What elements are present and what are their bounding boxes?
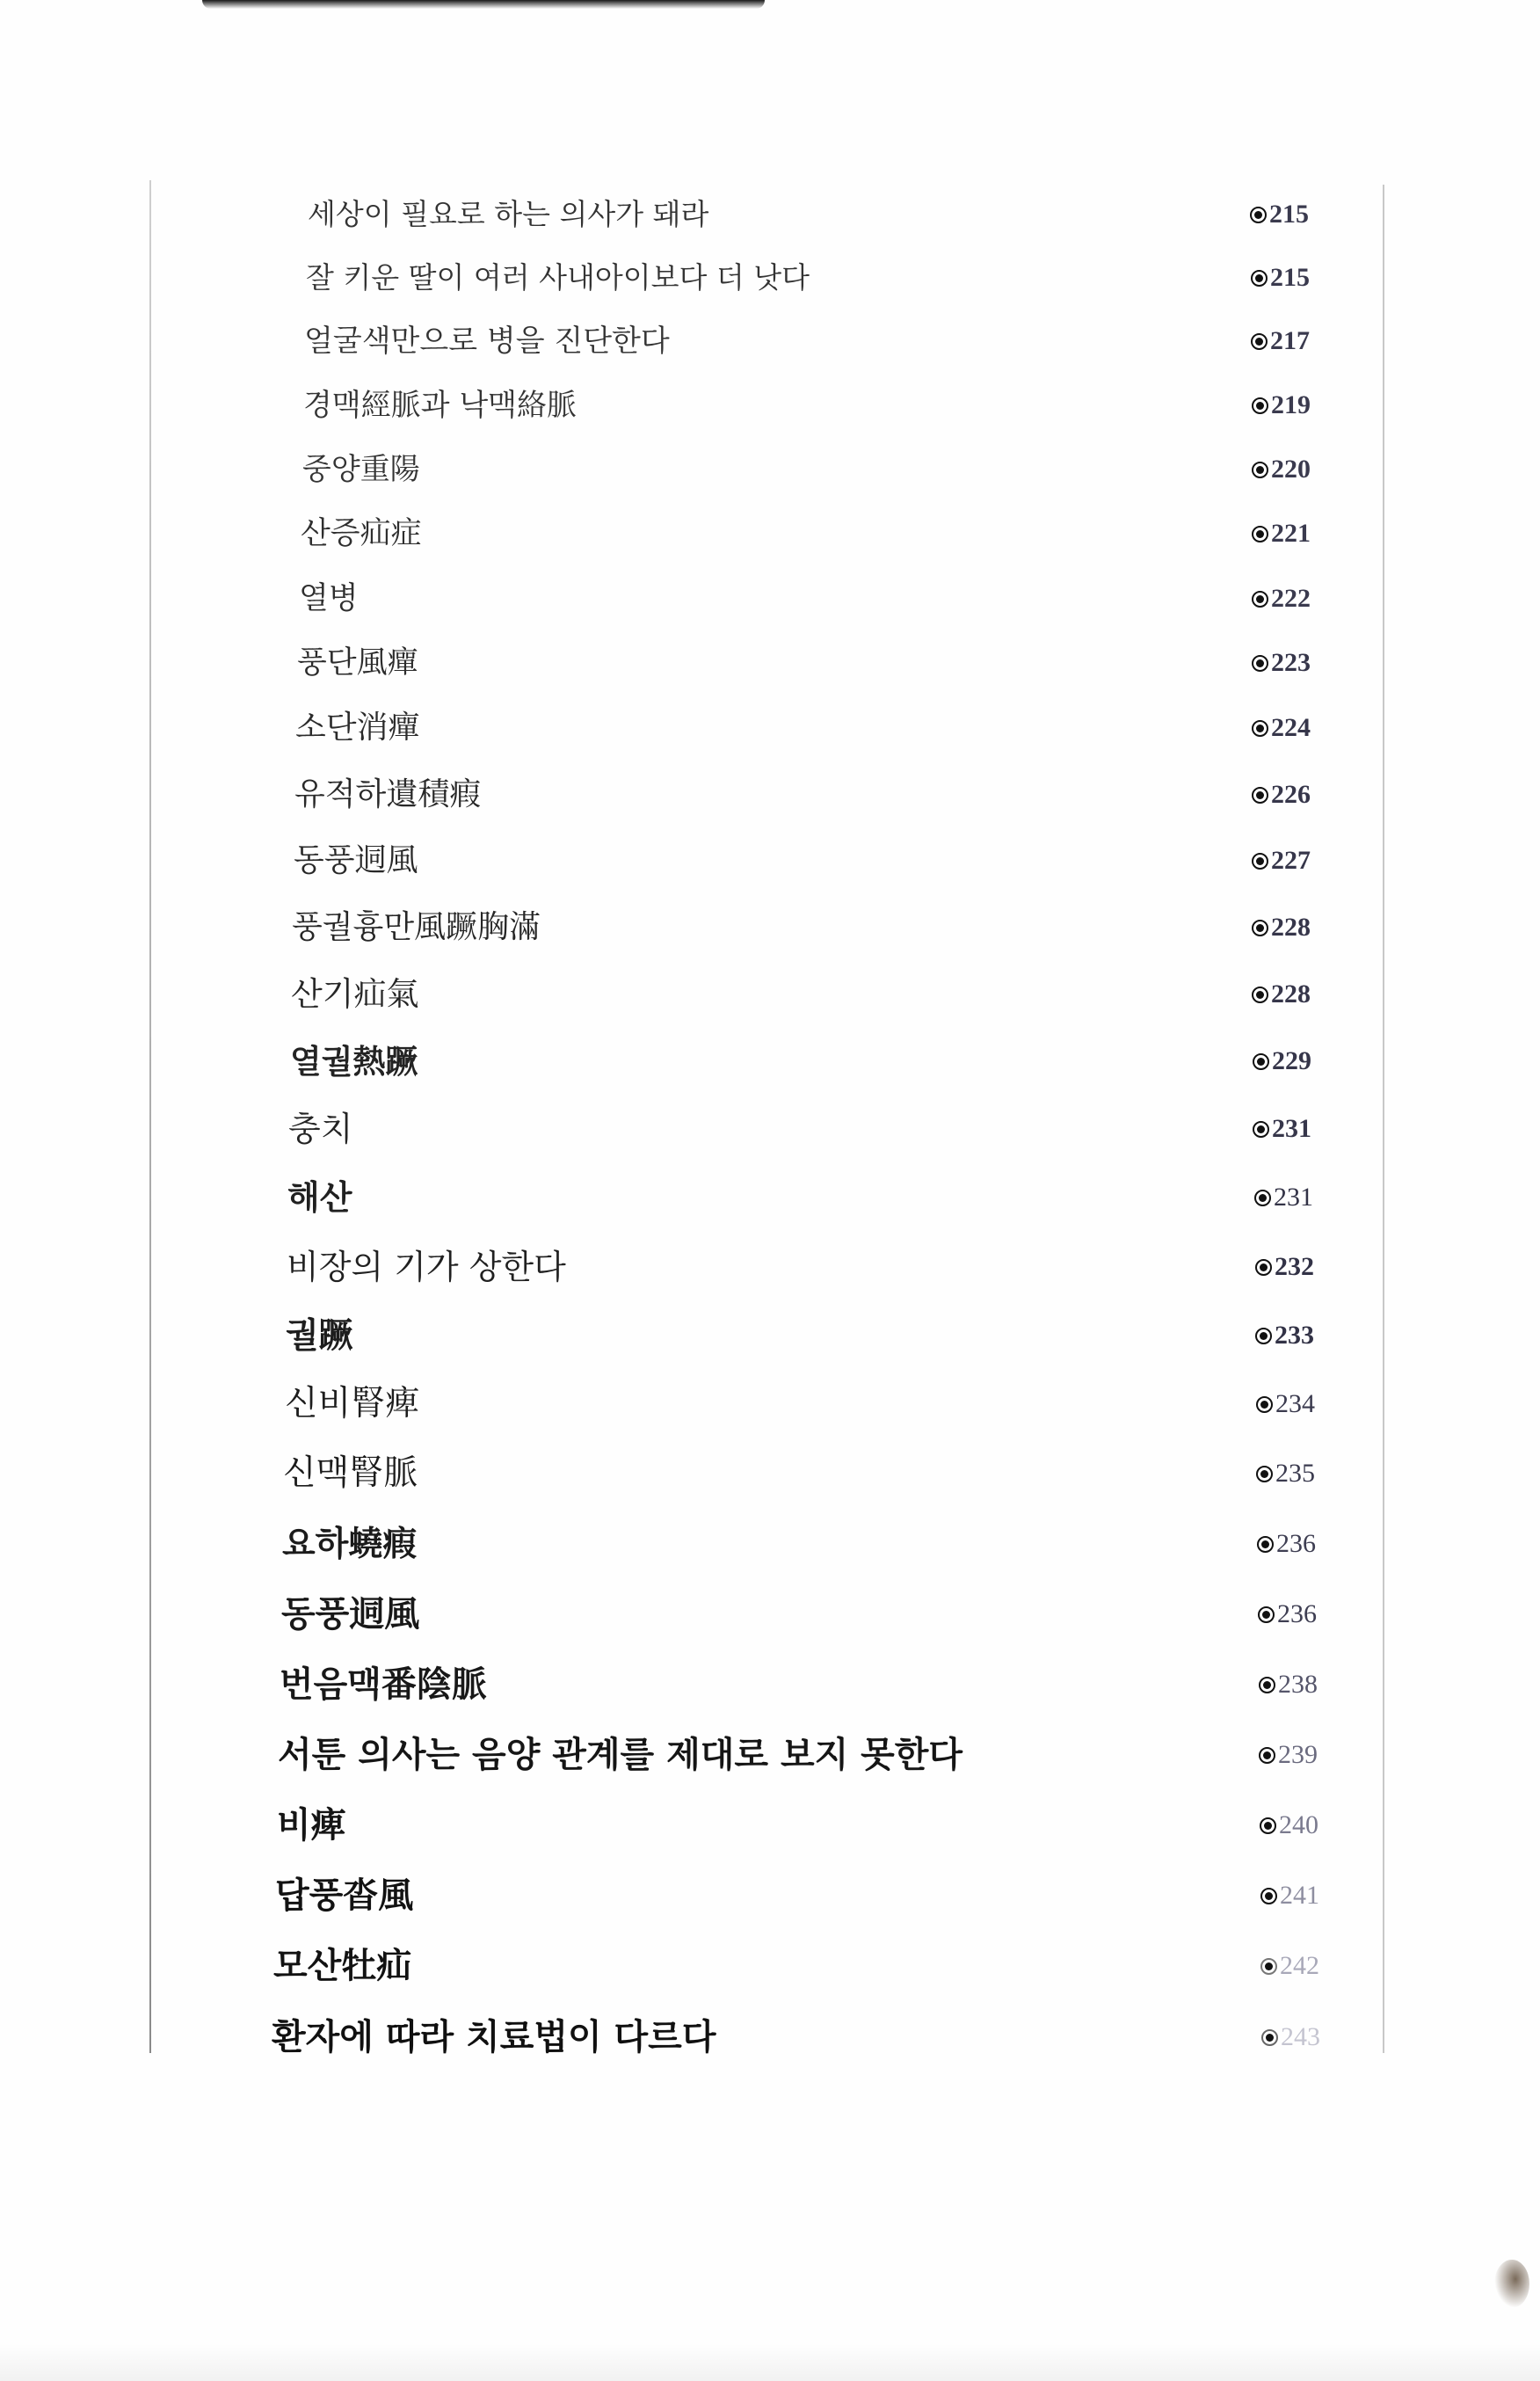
bullet-icon bbox=[1252, 655, 1268, 672]
bullet-icon bbox=[1251, 333, 1268, 350]
bullet-icon bbox=[1252, 591, 1268, 608]
page-number: 228 bbox=[1271, 979, 1311, 1008]
toc-entry-title: 궐蹶 bbox=[286, 1315, 353, 1356]
toc-entry-page bbox=[1260, 1869, 1319, 1922]
toc-entry-page bbox=[1252, 901, 1311, 954]
toc-entry-title: 소단消癉 bbox=[295, 710, 420, 746]
bullet-icon bbox=[1252, 787, 1268, 804]
toc-entry-title: 산기疝氣 bbox=[291, 975, 419, 1013]
toc-entry-title: 해산 bbox=[287, 1177, 352, 1217]
page-number: 226 bbox=[1271, 780, 1311, 809]
toc-entry-title: 세상이 필요로 하는 의사가 돼라 bbox=[308, 197, 709, 231]
toc-entry-title: 환자에 따라 치료법이 다르다 bbox=[272, 2016, 716, 2057]
page-number: 220 bbox=[1271, 455, 1311, 484]
page-number: 240 bbox=[1279, 1810, 1318, 1839]
toc-entry-title: 신비腎痺 bbox=[285, 1384, 420, 1424]
bullet-icon bbox=[1256, 1466, 1273, 1482]
toc-entry-page bbox=[1252, 702, 1311, 754]
toc-entry-page bbox=[1252, 507, 1311, 560]
toc-entry-title: 경맥經脈과 낙맥絡脈 bbox=[303, 388, 578, 423]
bullet-icon bbox=[1250, 207, 1267, 223]
page-number: 238 bbox=[1278, 1670, 1318, 1699]
toc-entry-page bbox=[1254, 1171, 1313, 1224]
bullet-icon bbox=[1260, 1888, 1277, 1904]
toc-entry-title: 중양重陽 bbox=[302, 452, 420, 487]
bullet-icon bbox=[1257, 1536, 1274, 1553]
bullet-icon bbox=[1252, 720, 1268, 737]
page-number: 239 bbox=[1278, 1740, 1318, 1769]
page-number: 234 bbox=[1275, 1389, 1315, 1418]
page-number: 243 bbox=[1281, 2022, 1320, 2051]
toc-entry-page bbox=[1252, 637, 1311, 689]
toc-entry-page bbox=[1253, 1103, 1311, 1155]
bullet-icon bbox=[1256, 1396, 1273, 1413]
toc-entry-title: 충치 bbox=[288, 1110, 353, 1148]
bullet-icon bbox=[1260, 1958, 1277, 1975]
toc-entry-title: 비痺 bbox=[277, 1804, 346, 1846]
toc-entry-page bbox=[1256, 1378, 1315, 1431]
page-number: 217 bbox=[1270, 326, 1310, 355]
bullet-icon bbox=[1259, 1747, 1275, 1764]
toc-entry-title: 신맥腎脈 bbox=[283, 1453, 418, 1493]
toc-entry-page bbox=[1255, 1241, 1314, 1293]
toc-entry-page bbox=[1255, 1309, 1314, 1362]
bullet-icon bbox=[1253, 1053, 1269, 1070]
toc-entry-title: 번음맥番陰脈 bbox=[280, 1664, 487, 1705]
toc-entry-page bbox=[1252, 379, 1311, 432]
page-number: 221 bbox=[1271, 519, 1311, 548]
toc-entry-title: 잘 키운 딸이 여러 사내아이보다 더 낫다 bbox=[306, 260, 810, 295]
toc-entry-title: 열병 bbox=[299, 581, 359, 616]
toc-entry-title: 동풍迵風 bbox=[281, 1593, 420, 1635]
toc-entry-page bbox=[1256, 1447, 1315, 1500]
page-number: 215 bbox=[1269, 200, 1309, 229]
toc-entry-title: 모산牡疝 bbox=[273, 1945, 412, 1986]
page-corner-stain bbox=[1494, 2260, 1529, 2308]
toc-entry-page bbox=[1252, 443, 1311, 496]
bullet-icon bbox=[1255, 1259, 1272, 1276]
page-number: 228 bbox=[1271, 913, 1311, 942]
toc-entry-title: 서툰 의사는 음양 관계를 제대로 보지 못한다 bbox=[278, 1734, 963, 1775]
toc-entry-page bbox=[1250, 188, 1309, 241]
toc-entry-page bbox=[1252, 768, 1311, 821]
toc-entry-page bbox=[1252, 834, 1311, 887]
toc-entry-page bbox=[1257, 1518, 1316, 1570]
page-number: 219 bbox=[1271, 390, 1311, 419]
bullet-icon bbox=[1251, 270, 1268, 287]
bullet-icon bbox=[1252, 853, 1268, 870]
bullet-icon bbox=[1255, 1328, 1272, 1344]
toc-entry-title: 요하蟯瘕 bbox=[282, 1524, 418, 1564]
bullet-icon bbox=[1261, 2029, 1278, 2046]
bullet-icon bbox=[1259, 1677, 1275, 1693]
bullet-icon bbox=[1260, 1817, 1276, 1834]
toc-entry-page bbox=[1260, 1940, 1319, 1992]
page-number: 231 bbox=[1274, 1183, 1313, 1212]
toc-entry-title: 풍궐흉만風蹶胸滿 bbox=[292, 909, 541, 945]
page-number: 215 bbox=[1270, 263, 1310, 292]
page-number: 229 bbox=[1272, 1046, 1311, 1075]
toc-entry-page bbox=[1261, 2011, 1320, 2064]
page-number: 242 bbox=[1280, 1951, 1319, 1980]
bullet-icon bbox=[1254, 1190, 1271, 1206]
page-number: 233 bbox=[1275, 1321, 1314, 1350]
page-number: 236 bbox=[1276, 1529, 1316, 1558]
bullet-icon bbox=[1252, 526, 1268, 542]
page-number: 232 bbox=[1275, 1252, 1314, 1281]
bottom-edge-shadow bbox=[0, 2343, 1540, 2381]
toc-entry-title: 얼굴색만으로 병을 진단한다 bbox=[304, 324, 670, 359]
bullet-icon bbox=[1258, 1606, 1275, 1623]
toc-entry-title: 비장의 기가 상한다 bbox=[287, 1248, 566, 1286]
toc-entry-page bbox=[1253, 1035, 1311, 1088]
toc-entry-title: 산증疝症 bbox=[301, 516, 422, 551]
page-number: 227 bbox=[1271, 846, 1311, 875]
toc-entry-page bbox=[1259, 1658, 1318, 1711]
toc-entry-page bbox=[1252, 968, 1311, 1021]
page-number: 222 bbox=[1271, 584, 1311, 613]
page-number: 235 bbox=[1275, 1459, 1315, 1488]
toc-entry-page bbox=[1259, 1729, 1318, 1781]
page-number: 231 bbox=[1272, 1114, 1311, 1143]
bullet-icon bbox=[1253, 1121, 1269, 1138]
toc-entry-page bbox=[1258, 1588, 1317, 1641]
toc-entry-page bbox=[1251, 251, 1310, 304]
page-number: 236 bbox=[1277, 1599, 1317, 1628]
bullet-icon bbox=[1252, 920, 1268, 936]
page-number: 223 bbox=[1271, 648, 1311, 677]
toc-entry-title: 열궐熱蹶 bbox=[290, 1042, 418, 1081]
toc-entry-page bbox=[1252, 572, 1311, 625]
page-number: 241 bbox=[1280, 1881, 1319, 1910]
toc-entry-title: 답풍沓風 bbox=[275, 1875, 414, 1916]
bullet-icon bbox=[1252, 987, 1268, 1003]
bullet-icon bbox=[1252, 397, 1268, 414]
toc-entry-title: 유적하遺積瘕 bbox=[294, 776, 482, 812]
page-number: 224 bbox=[1271, 713, 1311, 742]
toc-entry-page bbox=[1251, 315, 1310, 368]
toc-entry-title: 동풍迵風 bbox=[294, 842, 418, 878]
toc-entry-title: 풍단風癉 bbox=[297, 645, 418, 681]
bullet-icon bbox=[1252, 462, 1268, 478]
toc-entry-page bbox=[1260, 1799, 1318, 1852]
